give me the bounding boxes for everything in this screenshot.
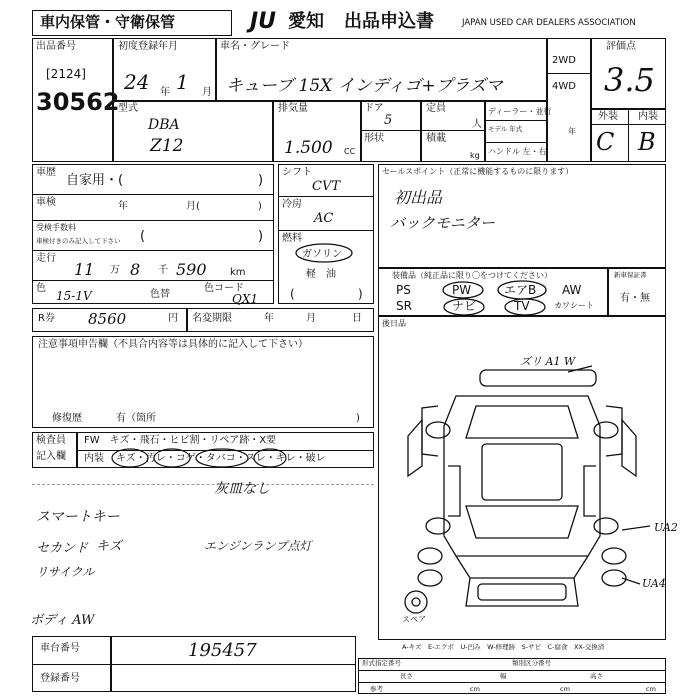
- memo-ashtray: 灰皿なし: [214, 481, 270, 497]
- fuel-label: 燃料: [282, 233, 302, 244]
- memo-recycle: リサイクル: [36, 565, 95, 579]
- memo-engine-lamp: エンジンランプ点灯: [204, 539, 312, 553]
- mileage-sen: 8: [130, 260, 141, 279]
- color-code: QX1: [232, 292, 259, 306]
- displacement-label: 排気量: [278, 103, 308, 114]
- repair-label: 修復歴: [52, 413, 82, 424]
- interior-circle-marks: [110, 446, 310, 470]
- fuel-gasoline: ガソリン: [302, 249, 342, 260]
- tax-day: 日: [352, 313, 362, 324]
- mileage-sen-unit: 千: [158, 265, 168, 276]
- car-name-value: キューブ 15X インディゴ+プラズマ: [226, 76, 503, 96]
- capacity-label: 定員: [426, 103, 446, 114]
- storage-type: 車内保管・守衛保管: [40, 13, 176, 31]
- spare-label: スペア: [402, 615, 426, 624]
- form-number-label: 形式指定番号: [362, 659, 401, 667]
- ju-logo: JU: [250, 9, 277, 34]
- fuel-circle-mark: [294, 242, 354, 264]
- inspection-label: 車検: [36, 197, 56, 208]
- color-change-label: 色替: [150, 289, 170, 300]
- memo-scratch: キズ: [96, 539, 122, 554]
- inspector-label-2: 記入欄: [36, 451, 66, 462]
- car-diagram: [378, 316, 666, 640]
- diagram-annotation-top: ズリ A1 W: [520, 355, 576, 368]
- equipment-sr: SR: [396, 299, 412, 313]
- registration-month: 1: [176, 70, 189, 94]
- width-unit: cm: [560, 685, 570, 693]
- equipment-ps: PS: [396, 283, 411, 297]
- warranty-label: 新車保証書: [614, 271, 647, 279]
- chassis-value: 195457: [188, 640, 257, 661]
- registration-number-label: 登録番号: [40, 673, 80, 684]
- damage-legend: A-キズ E-エクボ U-凹み W-修理跡 S-サビ C-腐食 XX-交換済: [402, 643, 605, 651]
- sales-point-1: 初出品: [394, 188, 443, 207]
- height-label: 高さ: [590, 672, 603, 680]
- car-name-label: 車名・グレード: [220, 41, 290, 52]
- drive-4wd: 4WD: [552, 81, 576, 92]
- history-value: 自家用・(: [66, 173, 124, 188]
- exterior-grade: C: [596, 128, 615, 156]
- model-label: 型式: [118, 103, 138, 114]
- fuel-diesel: 軽 油: [306, 269, 336, 280]
- sales-point-2: バックモニター: [390, 214, 496, 232]
- height-unit: cm: [646, 685, 656, 693]
- chassis-label: 車台番号: [40, 643, 80, 654]
- doors-value: 5: [384, 113, 393, 128]
- equipment-airbag: エアB: [504, 283, 537, 297]
- model-prefix: DBA: [148, 117, 180, 133]
- mileage-label: 走行: [36, 253, 56, 264]
- rating-label: 評価点: [606, 41, 636, 52]
- recycle-label: R券: [38, 313, 55, 324]
- mileage-rest: 590: [176, 260, 207, 279]
- width-label: 幅: [500, 672, 507, 680]
- receipt-note: 車検付きのみ記入して下さい: [36, 237, 121, 245]
- aircon-value: AC: [314, 211, 334, 226]
- memo-second: セカンド: [36, 541, 89, 556]
- color-value: 15-1V: [56, 289, 92, 303]
- registration-year-unit: 年: [160, 87, 170, 98]
- form-title: 出品申込書: [344, 11, 434, 32]
- diagram-annotation-right-1: UA2: [654, 521, 678, 534]
- sales-points-label: セールスポイント（正常に機能するものに限ります）: [382, 167, 574, 176]
- fw-line: FW キズ・飛石・ヒビ割・リペア跡・X要: [84, 435, 277, 446]
- memo-body: ボディ AW: [30, 613, 95, 628]
- repair-close: ): [356, 413, 360, 424]
- dealer-label: ディーラー・並行: [488, 107, 552, 116]
- inspection-month: 月(: [186, 201, 200, 212]
- registration-month-unit: 月: [202, 87, 212, 98]
- color-code-label: 色コード: [204, 283, 244, 294]
- registration-label: 初度登録年月: [118, 41, 178, 52]
- history-label: 車歴: [36, 167, 56, 178]
- shift-value: CVT: [312, 179, 341, 194]
- recycle-value: 8560: [88, 310, 127, 328]
- equipment-pw: PW: [452, 283, 472, 297]
- handle-label: ハンドル 左・右: [488, 147, 547, 156]
- warranty-value: 有・無: [620, 293, 650, 304]
- mileage-man-unit: 万: [110, 265, 120, 276]
- tax-year: 年: [264, 313, 274, 324]
- tax-month: 月: [306, 313, 316, 324]
- tax-label: 名変期限: [192, 313, 232, 324]
- repair-value: 有（箇所: [116, 413, 156, 424]
- association-name-en: JAPAN USED CAR DEALERS ASSOCIATION: [462, 18, 636, 28]
- rating-score: 3.5: [604, 61, 655, 99]
- shape-label: 形状: [364, 133, 384, 144]
- shift-label: シフト: [282, 167, 312, 178]
- exterior-label: 外装: [598, 111, 618, 122]
- fuel-paren-close: ): [358, 287, 363, 301]
- fuel-paren-open: (: [290, 287, 295, 301]
- lot-sub-number: [2124]: [46, 67, 86, 81]
- capacity-unit: 人: [472, 119, 482, 130]
- history-close: ): [258, 173, 264, 188]
- model-year-unit: 年: [568, 127, 576, 136]
- inspection-year: 年: [118, 201, 128, 212]
- model-year-label: モデル 年式: [488, 125, 523, 133]
- drive-2wd: 2WD: [552, 55, 576, 66]
- reference-label: 参考: [370, 685, 383, 693]
- registration-year: 24: [124, 70, 150, 94]
- lot-label: 出品番号: [36, 41, 76, 52]
- association-name: 愛知: [288, 11, 324, 32]
- receipt-open: (: [140, 229, 146, 244]
- aircon-label: 冷房: [282, 199, 302, 210]
- load-label: 積載: [426, 133, 446, 144]
- equipment-navi: ナビ: [452, 299, 477, 313]
- interior-line-label: 内装: [84, 453, 104, 464]
- receipt-close: ): [258, 229, 264, 244]
- load-unit: kg: [470, 151, 480, 160]
- displacement-value: 1.500: [284, 138, 333, 158]
- interior-line: キズ・汚レ・コゲ・タバコ・スレ・キレ・破レ: [116, 453, 326, 464]
- inspection-close: ): [258, 201, 262, 212]
- equipment-circle-marks: [440, 278, 560, 318]
- equipment-leather-seat: カワシート: [554, 301, 594, 310]
- class-number-label: 類別区分番号: [512, 659, 551, 667]
- equipment-label: 装備品（純正品に限り〇をつけてください）: [392, 271, 552, 280]
- equipment-tv: TV: [514, 299, 530, 313]
- equipment-aw: AW: [562, 283, 582, 297]
- back-items-label: 後日品: [382, 319, 406, 328]
- interior-label: 内装: [638, 111, 658, 122]
- memo-smart-key: スマートキー: [36, 509, 120, 525]
- interior-grade: B: [638, 128, 656, 156]
- color-label: 色: [36, 283, 46, 294]
- doors-label: ドア: [364, 103, 384, 114]
- inspector-label-1: 検査員: [36, 435, 66, 446]
- length-unit: cm: [470, 685, 480, 693]
- displacement-unit: CC: [344, 147, 356, 156]
- length-label: 長さ: [400, 672, 413, 680]
- notes-label: 注意事項申告欄（不具合内容等は具体的に記入して下さい）: [38, 339, 308, 350]
- receipt-label: 受検手数料: [36, 223, 76, 232]
- mileage-unit: km: [230, 267, 246, 278]
- mileage-man: 11: [74, 260, 95, 279]
- model-value: Z12: [150, 136, 184, 156]
- lot-number: 30562: [36, 88, 120, 116]
- recycle-unit: 円: [168, 313, 178, 324]
- diagram-annotation-right-2: UA4: [642, 577, 666, 590]
